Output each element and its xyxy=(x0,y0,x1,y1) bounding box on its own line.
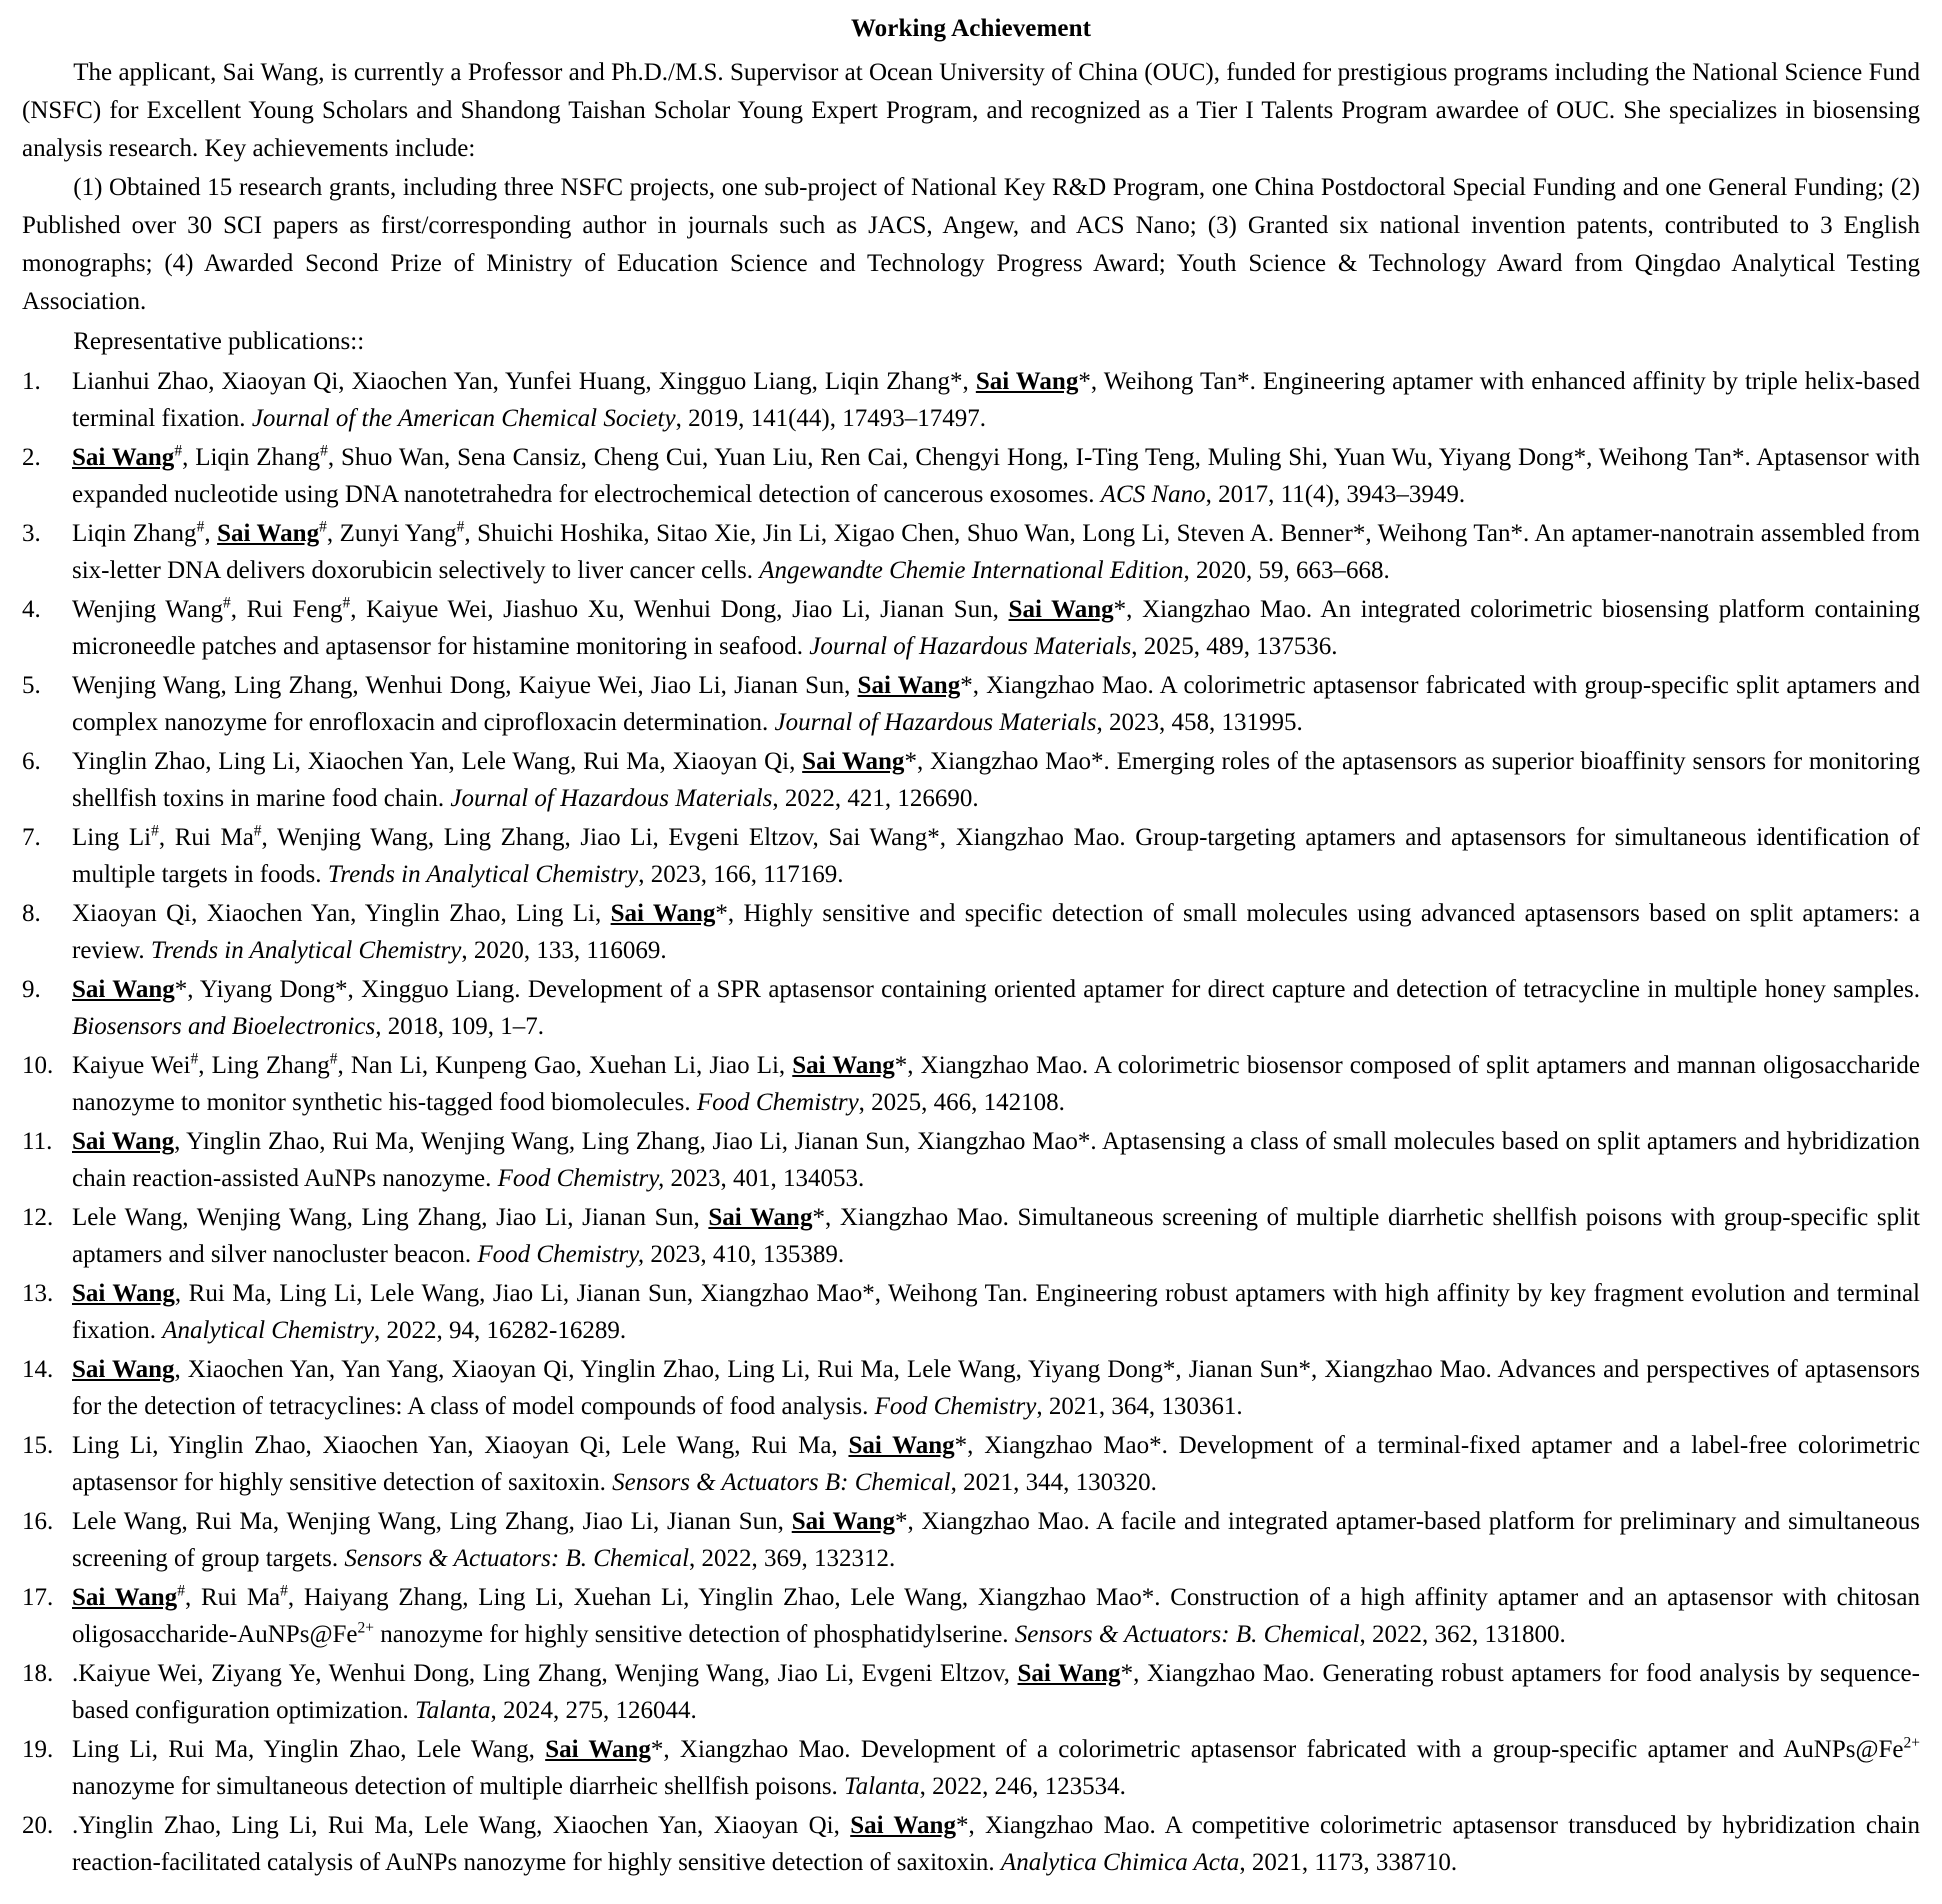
highlighted-author-name: Sai Wang xyxy=(72,443,175,471)
equal-contribution-marker: # xyxy=(253,822,262,840)
reference-text: .Kaiyue Wei, Ziyang Ye, Wenhui Dong, Ling Zhang, Wenjing Wang, Jiao Li, Evgeni Eltzov, Sai Wang*, Xiangzhao Mao. Generating robust aptamers for food analysis by sequence-based configuration optimization. Talanta, 2024, 275, 126044. xyxy=(72,1659,1920,1724)
journal-name: Journal of Hazardous Materials xyxy=(809,633,1132,660)
reference-item xyxy=(22,1351,1920,1426)
highlighted-author-name: Sai Wang xyxy=(1017,1659,1121,1687)
highlighted-author-name: Sai Wang xyxy=(1008,595,1114,623)
journal-name: Biosensors and Bioelectronics, xyxy=(72,1013,382,1040)
reference-number: 12. xyxy=(22,1203,54,1231)
reference-number: 3. xyxy=(22,519,41,547)
reference-text: Sai Wang, Yinglin Zhao, Rui Ma, Wenjing Wang, Ling Zhang, Jiao Li, Jianan Sun, Xiangzhao Mao*. Aptasensing a class of small molecules based on split aptamers and hybridization chain reaction-assisted AuNPs nanozyme. Food Chemistry, 2023, 401, 134053. xyxy=(72,1127,1920,1192)
reference-item xyxy=(22,743,1920,818)
highlighted-author-name: Sai Wang xyxy=(72,1279,175,1307)
highlighted-author-name: Sai Wang xyxy=(610,899,716,927)
reference-text: Xiaoyan Qi, Xiaochen Yan, Yinglin Zhao, Ling Li, Sai Wang*, Highly sensitive and specific detection of small molecules using advanced aptasensors based on split aptamers: a review. Trends in Analytical Chemistry, 2020, 133, 116069. xyxy=(72,899,1920,964)
reference-text: Ling Li, Yinglin Zhao, Xiaochen Yan, Xiaoyan Qi, Lele Wang, Rui Ma, Sai Wang*, Xiangzhao Mao*. Development of a terminal-fixed aptamer and a label-free colorimetric aptasensor for highly sensitive detection of saxitoxin. Sensors & Actuators B: Chemical, 2021, 344, 130320. xyxy=(72,1431,1920,1496)
equal-contribution-marker: # xyxy=(456,518,465,536)
journal-name: Analytical Chemistry xyxy=(162,1317,375,1344)
reference-number: 17. xyxy=(22,1583,54,1611)
reference-item xyxy=(22,819,1920,894)
reference-item xyxy=(22,895,1920,970)
journal-name: Journal of the American Chemical Society xyxy=(251,405,676,432)
reference-number: 14. xyxy=(22,1355,54,1383)
intro-paragraph-2: (1) Obtained 15 research grants, including three NSFC projects, one sub-project of National Key R&D Program, one China Postdoctoral Special Funding and one General Funding; (2) Published over 30 SCI papers as first/corresponding author in journals such as JACS, Angew, and ACS Nano; (3) Granted six national invention patents, contributed to 3 English monographs; (4) Awarded Second Prize of Ministry of Education Science and Technology Progress Award; Youth Science & Technology Award from Qingdao Analytical Testing Association. xyxy=(22,173,1920,315)
journal-name: Journal of Hazardous Materials xyxy=(450,785,773,812)
reference-number: 1. xyxy=(22,367,41,395)
reference-number: 6. xyxy=(22,747,41,775)
journal-name: Sensors & Actuators: B. Chemical xyxy=(344,1545,690,1572)
reference-number: 19. xyxy=(22,1735,54,1763)
highlighted-author-name: Sai Wang xyxy=(802,747,905,775)
highlighted-author-name: Sai Wang xyxy=(72,1583,178,1611)
reference-text: Lele Wang, Rui Ma, Wenjing Wang, Ling Zhang, Jiao Li, Jianan Sun, Sai Wang*, Xiangzhao Mao. A facile and integrated aptamer-based platform for preliminary and simultaneous screening of group targets. Sensors & Actuators: B. Chemical, 2022, 369, 132312. xyxy=(72,1507,1920,1572)
reference-text: Sai Wang#, Rui Ma#, Haiyang Zhang, Ling Li, Xuehan Li, Yinglin Zhao, Lele Wang, Xiangzhao Mao*. Construction of a high affinity aptamer and an aptasensor with chitosan oligosaccharide-$AuNPs@Fe^{2+}$ nanozyme for highly sensitive detection of phosphatidylserine. Sensors & Actuators: B. Chemical, 2022, 362, 131800. xyxy=(72,1582,1920,1648)
reference-number: 7. xyxy=(22,823,41,851)
journal-name: Trends in Analytical Chemistry xyxy=(327,861,639,888)
charge-superscript: 2+ xyxy=(357,1619,374,1637)
reference-item xyxy=(22,1047,1920,1122)
reference-number: 18. xyxy=(22,1659,54,1687)
reference-number: 2. xyxy=(22,443,41,471)
journal-name: Sensors & Actuators B: Chemical xyxy=(612,1469,951,1496)
reference-item xyxy=(22,1731,1920,1806)
reference-text: Lianhui Zhao, Xiaoyan Qi, Xiaochen Yan, Yunfei Huang, Xingguo Liang, Liqin Zhang*, Sai Wang*, Weihong Tan*. Engineering aptamer with enhanced affinity by triple helix-based terminal fixation. Journal of the American Chemical Society, 2019, 141(44), 17493–17497. xyxy=(72,367,1920,432)
reference-item xyxy=(22,1275,1920,1350)
equal-contribution-marker: # xyxy=(190,1050,199,1068)
reference-item xyxy=(22,1199,1920,1274)
highlighted-author-name: Sai Wang xyxy=(72,1127,175,1155)
reference-number: 9. xyxy=(22,975,41,1003)
highlighted-author-name: Sai Wang xyxy=(708,1203,813,1231)
reference-text: Sai Wang#, Liqin Zhang#, Shuo Wan, Sena Cansiz, Cheng Cui, Yuan Liu, Ren Cai, Chengyi Hong, I-Ting Teng, Muling Shi, Yuan Wu, Yiyang Dong*, Weihong Tan*. Aptasensor with expanded nucleotide using DNA nanotetrahedra for electrochemical detection of cancerous exosomes. ACS Nano, 2017, 11(4), 3943–3949. xyxy=(72,442,1920,508)
reference-item xyxy=(22,363,1920,438)
journal-name: ACS Nano xyxy=(1100,481,1206,508)
reference-text: Sai Wang, Rui Ma, Ling Li, Lele Wang, Jiao Li, Jianan Sun, Xiangzhao Mao*, Weihong Tan. Engineering robust aptamers with high affinity by key fragment evolution and terminal fixation. Analytical Chemistry, 2022, 94, 16282-16289. xyxy=(72,1279,1920,1344)
reference-text: .Yinglin Zhao, Ling Li, Rui Ma, Lele Wang, Xiaochen Yan, Xiaoyan Qi, Sai Wang*, Xiangzhao Mao. A competitive colorimetric aptasensor transduced by hybridization chain reaction-facilitated catalysis of AuNPs nanozyme for highly sensitive detection of saxitoxin. Analytica Chimica Acta, 2021, 1173, 338710. xyxy=(72,1811,1920,1876)
reference-text: Wenjing Wang#, Rui Feng#, Kaiyue Wei, Jiashuo Xu, Wenhui Dong, Jiao Li, Jianan Sun, Sai Wang*, Xiangzhao Mao. An integrated colorimetric biosensing platform containing microneedle patches and aptasensor for histamine monitoring in seafood. Journal of Hazardous Materials, 2025, 489, 137536. xyxy=(72,594,1920,660)
journal-name: Food Chemistry xyxy=(696,1089,859,1116)
journal-name: Sensors & Actuators: B. Chemical xyxy=(1014,1621,1360,1648)
reference-number: 4. xyxy=(22,595,41,623)
highlighted-author-name: Sai Wang xyxy=(72,975,175,1003)
reference-text: Ling Li, Rui Ma, Yinglin Zhao, Lele Wang, Sai Wang*, Xiangzhao Mao. Development of a colorimetric aptasensor fabricated with a group-specific aptamer and $AuNPs@Fe^{2+}$ nanozyme for simultaneous detection of multiple diarrheic shellfish poisons. Talanta, 2022, 246, 123534. xyxy=(72,1734,1920,1800)
highlighted-author-name: Sai Wang xyxy=(850,1811,956,1839)
journal-name: Angewandte Chemie International Edition xyxy=(759,557,1184,584)
equal-contribution-marker: # xyxy=(342,594,351,612)
reference-number: 5. xyxy=(22,671,41,699)
reference-item xyxy=(22,1427,1920,1502)
journal-name: Journal of Hazardous Materials xyxy=(774,709,1097,736)
reference-item xyxy=(22,1123,1920,1198)
journal-name: Food Chemistry, xyxy=(497,1165,665,1192)
highlighted-author-name: Sai Wang xyxy=(848,1431,955,1459)
journal-name: Trends in Analytical Chemistry xyxy=(150,937,462,964)
intro-paragraph-1: The applicant, Sai Wang, is currently a Professor and Ph.D./M.S. Supervisor at Ocean University of China (OUC), funded for prestigious programs including the National Science Fund (NSFC) for Excellent Young Scholars and Shandong Taishan Scholar Young Expert Program, and recognized as a Tier I Talents Program awardee of OUC. She specializes in biosensing analysis research. Key achievements include: xyxy=(22,58,1920,162)
journal-name: Talanta xyxy=(414,1697,491,1724)
equal-contribution-marker: # xyxy=(223,594,231,612)
reference-item xyxy=(22,971,1920,1046)
highlighted-author-name: Sai Wang xyxy=(217,519,320,547)
reference-number: 20. xyxy=(22,1811,54,1839)
reference-item xyxy=(22,667,1920,742)
equal-contribution-marker: # xyxy=(196,518,205,536)
highlighted-author-name: Sai Wang xyxy=(72,1355,175,1383)
reference-list xyxy=(22,363,1920,1882)
highlighted-author-name: Sai Wang xyxy=(857,671,961,699)
reference-text: Liqin Zhang#, Sai Wang#, Zunyi Yang#, Shuichi Hoshika, Sitao Xie, Jin Li, Xigao Chen, Shuo Wan, Long Li, Steven A. Benner*, Weihong Tan*. An aptamer-nanotrain assembled from six-letter DNA delivers doxorubicin selectively to liver cancer cells. Angewandte Chemie International Edition, 2020, 59, 663–668. xyxy=(72,518,1921,584)
reference-number: 13. xyxy=(22,1279,54,1307)
equal-contribution-marker: # xyxy=(151,822,159,840)
reference-number: 16. xyxy=(22,1507,54,1535)
reference-text: Ling Li#, Rui Ma#, Wenjing Wang, Ling Zhang, Jiao Li, Evgeni Eltzov, Sai Wang*, Xiangzhao Mao. Group-targeting aptamers and aptasensors for simultaneous identification of multiple targets in foods. Trends in Analytical Chemistry, 2023, 166, 117169. xyxy=(72,822,1921,888)
reference-item xyxy=(22,591,1920,666)
equal-contribution-marker: # xyxy=(329,1050,338,1068)
reference-text: Sai Wang, Xiaochen Yan, Yan Yang, Xiaoyan Qi, Yinglin Zhao, Ling Li, Rui Ma, Lele Wang, Yiyang Dong*, Jianan Sun*, Xiangzhao Mao. Advances and perspectives of aptasensors for the detection of tetracyclines: A class of model compounds of food analysis. Food Chemistry, 2021, 364, 130361. xyxy=(72,1355,1920,1420)
highlighted-author-name: Sai Wang xyxy=(791,1507,895,1535)
highlighted-author-name: Sai Wang xyxy=(975,367,1079,395)
equal-contribution-marker: # xyxy=(174,442,183,460)
journal-name: Food Chemistry, xyxy=(477,1241,645,1268)
journal-name: Talanta xyxy=(844,1773,920,1800)
reference-item xyxy=(22,1503,1920,1578)
equal-contribution-marker: # xyxy=(177,1582,185,1600)
journal-name: Food Chemistry xyxy=(874,1393,1037,1420)
reference-number: 10. xyxy=(22,1051,54,1079)
highlighted-author-name: Sai Wang xyxy=(792,1051,895,1079)
reference-number: 8. xyxy=(22,899,41,927)
equal-contribution-marker: # xyxy=(319,518,327,536)
reference-text: Lele Wang, Wenjing Wang, Ling Zhang, Jiao Li, Jianan Sun, Sai Wang*, Xiangzhao Mao. Simultaneous screening of multiple diarrhetic shellfish poisons with group-specific split aptamers and silver nanocluster beacon. Food Chemistry, 2023, 410, 135389. xyxy=(72,1203,1920,1268)
equal-contribution-marker: # xyxy=(320,442,328,460)
reference-item xyxy=(22,1655,1920,1730)
equal-contribution-marker: # xyxy=(280,1582,288,1600)
reference-item xyxy=(22,1579,1920,1654)
reference-item xyxy=(22,439,1920,514)
reference-text: Sai Wang*, Yiyang Dong*, Xingguo Liang. Development of a SPR aptasensor containing oriented aptamer for direct capture and detection of tetracycline in multiple honey samples. Biosensors and Bioelectronics, 2018, 109, 1–7. xyxy=(72,975,1920,1040)
reference-text: Kaiyue Wei#, Ling Zhang#, Nan Li, Kunpeng Gao, Xuehan Li, Jiao Li, Sai Wang*, Xiangzhao Mao. A colorimetric biosensor composed of split aptamers and mannan oligosaccharide nanozyme to monitor synthetic his-tagged food biomolecules. Food Chemistry, 2025, 466, 142108. xyxy=(72,1050,1920,1116)
reference-text: Wenjing Wang, Ling Zhang, Wenhui Dong, Kaiyue Wei, Jiao Li, Jianan Sun, Sai Wang*, Xiangzhao Mao. A colorimetric aptasensor fabricated with group-specific split aptamers and complex nanozyme for enrofloxacin and ciprofloxacin determination. Journal of Hazardous Materials, 2023, 458, 131995. xyxy=(72,671,1920,736)
highlighted-author-name: Sai Wang xyxy=(545,1735,651,1763)
reference-text: Yinglin Zhao, Ling Li, Xiaochen Yan, Lele Wang, Rui Ma, Xiaoyan Qi, Sai Wang*, Xiangzhao Mao*. Emerging roles of the aptasensors as superior bioaffinity sensors for monitoring shellfish toxins in marine food chain. Journal of Hazardous Materials, 2022, 421, 126690. xyxy=(72,747,1920,812)
representative-publications-label: Representative publications:: xyxy=(73,327,365,355)
reference-number: 15. xyxy=(22,1431,54,1459)
reference-number: 11. xyxy=(22,1127,53,1155)
journal-name: Analytica Chimica Acta xyxy=(1000,1849,1240,1876)
reference-item xyxy=(22,515,1920,590)
page-title: Working Achievement xyxy=(850,15,1092,42)
reference-item xyxy=(22,1807,1920,1882)
charge-superscript: 2+ xyxy=(1903,1734,1920,1752)
